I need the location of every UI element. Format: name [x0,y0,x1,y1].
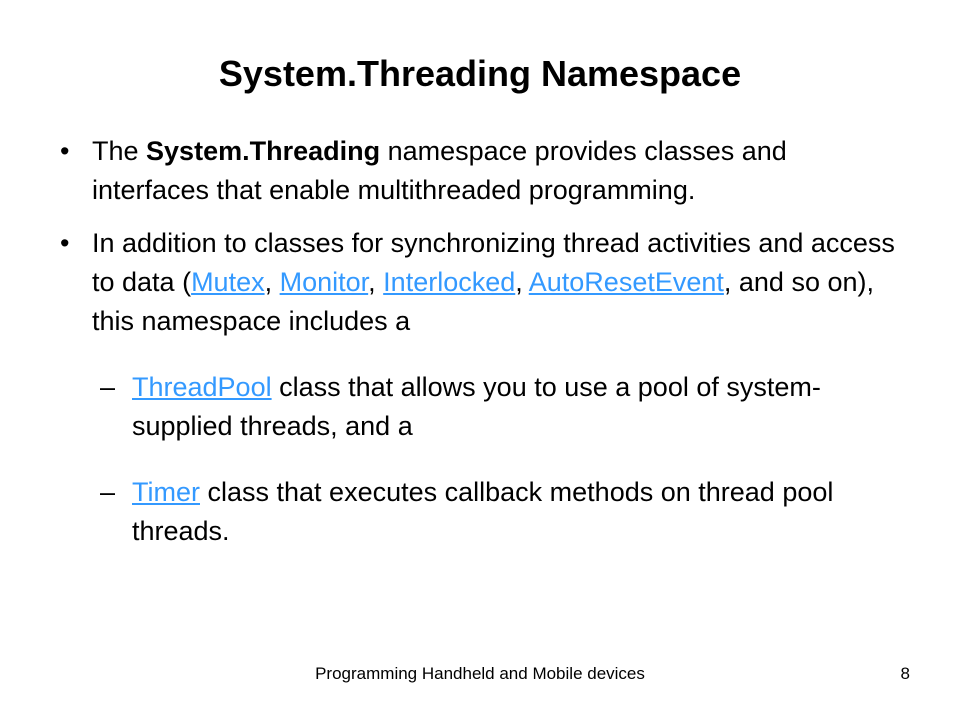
threadpool-link[interactable]: ThreadPool [132,372,272,402]
bullet-text: In addition to classes for synchronizing thread activities and access to data ( [92,228,895,297]
bullet-item [60,224,910,341]
slide-title: System.Threading Namespace [218,53,742,94]
monitor-link[interactable]: Monitor [279,267,369,297]
separator-text: , [515,267,529,297]
sub-bullet-item [100,368,910,446]
bullet-text: The [92,136,147,166]
bullet-item [60,132,910,210]
page-number: 8 [900,664,910,683]
sub-bullet-item [100,473,910,551]
sub-bullet-text: class that executes callback methods on thread pool threads. [132,477,834,546]
bullet-bold-text: System.Threading [146,136,381,166]
bullet-marker: • [60,228,70,258]
bullet-text: namespace provides classes and interfaces that enable multithreaded programming. [92,136,787,205]
slide-body [60,132,910,560]
timer-link[interactable]: Timer [132,477,200,507]
separator-text: , [368,267,384,297]
mutex-link[interactable]: Mutex [191,267,265,297]
bullet-text: , and so on), this namespace includes a [92,267,874,336]
dash-marker: – [100,477,116,507]
interlocked-link[interactable]: Interlocked [383,267,516,297]
footer-text: Programming Handheld and Mobile devices [315,664,645,683]
bullet-marker: • [60,136,70,166]
sub-bullet-text: class that allows you to use a pool of system-supplied threads, and a [132,372,821,441]
autoresetevent-link[interactable]: AutoResetEvent [528,267,724,297]
dash-marker: – [100,372,116,402]
separator-text: , [264,267,280,297]
